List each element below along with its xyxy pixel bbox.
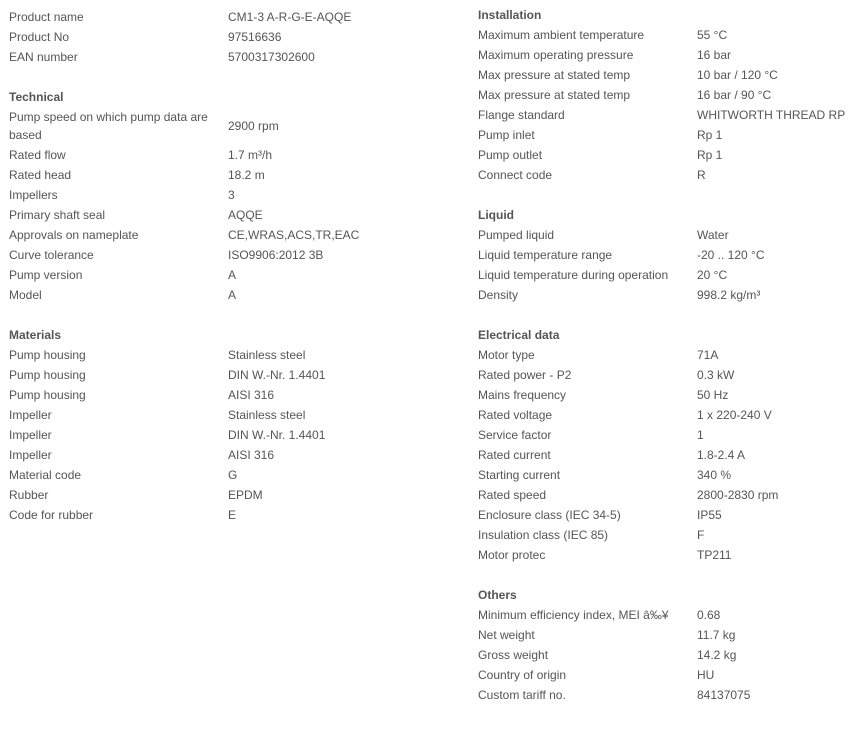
spec-value: F <box>697 528 705 542</box>
spec-row <box>478 425 845 445</box>
spec-label: Maximum ambient temperature <box>478 28 645 42</box>
spec-value: 0.68 <box>697 608 721 622</box>
spec-label: Pump version <box>9 268 83 282</box>
spec-label: Country of origin <box>478 668 567 682</box>
spec-value: WHITWORTH THREAD RP <box>697 108 846 122</box>
spec-value: -20 .. 120 °C <box>697 248 765 262</box>
spec-row <box>9 445 359 465</box>
spec-value: 20 °C <box>697 268 728 282</box>
spec-row <box>478 45 845 65</box>
spec-label: Rubber <box>9 488 49 502</box>
spec-row <box>9 465 359 485</box>
spec-label: Pump housing <box>9 368 86 382</box>
right-column <box>478 5 845 705</box>
spec-value: 5700317302600 <box>228 50 315 64</box>
spec-row <box>478 225 845 245</box>
spec-label: Pumped liquid <box>478 228 555 242</box>
spec-value: Rp 1 <box>697 128 723 142</box>
spec-row <box>478 485 845 505</box>
spec-value: AQQE <box>228 208 263 222</box>
spec-label: Starting current <box>478 468 561 482</box>
spec-row <box>478 245 845 265</box>
spec-value: Stainless steel <box>228 408 306 422</box>
section-title-liquid: Liquid <box>478 208 514 222</box>
spec-label: Rated speed <box>478 488 547 502</box>
spec-row <box>478 285 845 305</box>
spec-label: Max pressure at stated temp <box>478 88 631 102</box>
spec-label: Pump speed on which pump data are based <box>9 110 208 142</box>
spec-row <box>9 345 359 365</box>
spec-value: 998.2 kg/m³ <box>697 288 761 302</box>
spec-row <box>478 665 845 685</box>
spec-value: 97516636 <box>228 30 282 44</box>
spec-row <box>478 85 845 105</box>
spec-value: 14.2 kg <box>697 648 737 662</box>
spec-value: 16 bar <box>697 48 732 62</box>
spec-value: Water <box>697 228 729 242</box>
spec-value: IP55 <box>697 508 722 522</box>
spec-value: 11.7 kg <box>697 628 736 642</box>
spec-row <box>9 265 359 285</box>
spec-row <box>9 107 359 145</box>
spec-value: 84137075 <box>697 688 751 702</box>
spec-value: EPDM <box>228 488 263 502</box>
spec-value: E <box>228 508 237 522</box>
spec-value: 1 x 220-240 V <box>697 408 772 422</box>
spec-row <box>478 625 845 645</box>
spec-value: 55 °C <box>697 28 728 42</box>
spec-row <box>9 165 359 185</box>
spec-value: 1.7 m³/h <box>228 148 273 162</box>
spec-label: Rated flow <box>9 148 66 162</box>
spec-label: Max pressure at stated temp <box>478 68 631 82</box>
spec-row <box>478 165 845 185</box>
spec-row <box>9 425 359 445</box>
spec-row <box>478 265 845 285</box>
spec-value: R <box>697 168 706 182</box>
spec-label: Rated power - P2 <box>478 368 572 382</box>
spec-label: Maximum operating pressure <box>478 48 634 62</box>
spec-row <box>9 385 359 405</box>
spec-label: Pump housing <box>9 388 86 402</box>
spec-row <box>478 505 845 525</box>
spec-value: A <box>228 268 237 282</box>
section-title-electrical: Electrical data <box>478 328 560 342</box>
spec-value: ISO9906:2012 3B <box>228 248 324 262</box>
spec-value: 71A <box>697 348 719 362</box>
spec-row <box>478 405 845 425</box>
spec-label: Service factor <box>478 428 552 442</box>
spec-label: Product No <box>9 30 70 44</box>
spec-value: CM1-3 A-R-G-E-AQQE <box>228 10 352 24</box>
spec-label: Pump housing <box>9 348 86 362</box>
spec-row <box>9 225 359 245</box>
spec-label: Rated voltage <box>478 408 553 422</box>
spec-row <box>9 7 359 27</box>
spec-label: Product name <box>9 10 84 24</box>
spec-row <box>478 645 845 665</box>
section-title-technical: Technical <box>9 90 64 104</box>
spec-row <box>9 405 359 425</box>
spec-label: Pump inlet <box>478 128 535 142</box>
spec-label: Connect code <box>478 168 553 182</box>
spec-row <box>9 205 359 225</box>
spec-value: TP211 <box>697 548 732 562</box>
spec-row <box>478 25 845 45</box>
spec-value: 1.8-2.4 A <box>697 448 746 462</box>
spec-row <box>478 605 845 625</box>
spec-value: Rp 1 <box>697 148 723 162</box>
spec-row <box>9 485 359 505</box>
spec-label: Flange standard <box>478 108 565 122</box>
spec-label: Density <box>478 288 519 302</box>
spec-label: Code for rubber <box>9 508 94 522</box>
spec-row <box>478 145 845 165</box>
spec-value: AISI 316 <box>228 448 275 462</box>
spec-row <box>9 145 359 165</box>
spec-row <box>478 125 845 145</box>
section-title-others: Others <box>478 588 517 602</box>
spec-row <box>9 505 359 525</box>
spec-value: DIN W.-Nr. 1.4401 <box>228 428 326 442</box>
spec-row <box>9 47 359 67</box>
spec-value: 18.2 m <box>228 168 265 182</box>
spec-row <box>478 685 845 705</box>
spec-row <box>478 365 845 385</box>
spec-value: 0.3 kW <box>697 368 735 382</box>
spec-label: Minimum efficiency index, MEI â‰¥ <box>478 608 669 622</box>
spec-value: 10 bar / 120 °C <box>697 68 778 82</box>
spec-label: Custom tariff no. <box>478 688 566 702</box>
spec-row <box>478 545 845 565</box>
spec-value: CE,WRAS,ACS,TR,EAC <box>228 228 360 242</box>
spec-row <box>478 105 845 125</box>
spec-row <box>478 385 845 405</box>
spec-label: Insulation class (IEC 85) <box>478 528 609 542</box>
spec-value: 50 Hz <box>697 388 729 402</box>
spec-value: 2900 rpm <box>228 119 279 133</box>
spec-label: Rated current <box>478 448 551 462</box>
spec-label: Approvals on nameplate <box>9 228 139 242</box>
spec-value: G <box>228 468 238 482</box>
spec-label: Net weight <box>478 628 535 642</box>
spec-value: Stainless steel <box>228 348 306 362</box>
spec-label: Enclosure class (IEC 34-5) <box>478 508 621 522</box>
spec-label: Mains frequency <box>478 388 567 402</box>
spec-value: 2800-2830 rpm <box>697 488 779 502</box>
spec-row <box>478 465 845 485</box>
spec-label: Impellers <box>9 188 58 202</box>
spec-row <box>478 345 845 365</box>
spec-row <box>478 65 845 85</box>
spec-label: Impeller <box>9 448 52 462</box>
spec-value: 340 % <box>697 468 732 482</box>
spec-label: EAN number <box>9 50 78 64</box>
spec-label: Motor type <box>478 348 535 362</box>
spec-label: Impeller <box>9 428 52 442</box>
spec-row <box>478 445 845 465</box>
spec-label: Motor protec <box>478 548 546 562</box>
spec-label: Pump outlet <box>478 148 543 162</box>
spec-value: HU <box>697 668 715 682</box>
spec-value: DIN W.-Nr. 1.4401 <box>228 368 326 382</box>
spec-value: A <box>228 288 237 302</box>
spec-row <box>9 285 359 305</box>
spec-label: Rated head <box>9 168 72 182</box>
spec-value: 3 <box>228 188 235 202</box>
spec-value: AISI 316 <box>228 388 275 402</box>
spec-row <box>478 525 845 545</box>
spec-label: Primary shaft seal <box>9 208 106 222</box>
spec-label: Liquid temperature range <box>478 248 613 262</box>
section-title-installation: Installation <box>478 8 542 22</box>
spec-row <box>9 365 359 385</box>
spec-label: Model <box>9 288 42 302</box>
spec-label: Gross weight <box>478 648 549 662</box>
section-title-materials: Materials <box>9 328 62 342</box>
spec-value: 16 bar / 90 °C <box>697 88 772 102</box>
spec-label: Curve tolerance <box>9 248 94 262</box>
spec-row <box>9 245 359 265</box>
spec-label: Material code <box>9 468 82 482</box>
spec-row <box>9 185 359 205</box>
spec-label: Impeller <box>9 408 52 422</box>
spec-value: 1 <box>697 428 704 442</box>
spec-row <box>9 27 359 47</box>
left-column <box>9 7 359 525</box>
spec-label: Liquid temperature during operation <box>478 268 669 282</box>
